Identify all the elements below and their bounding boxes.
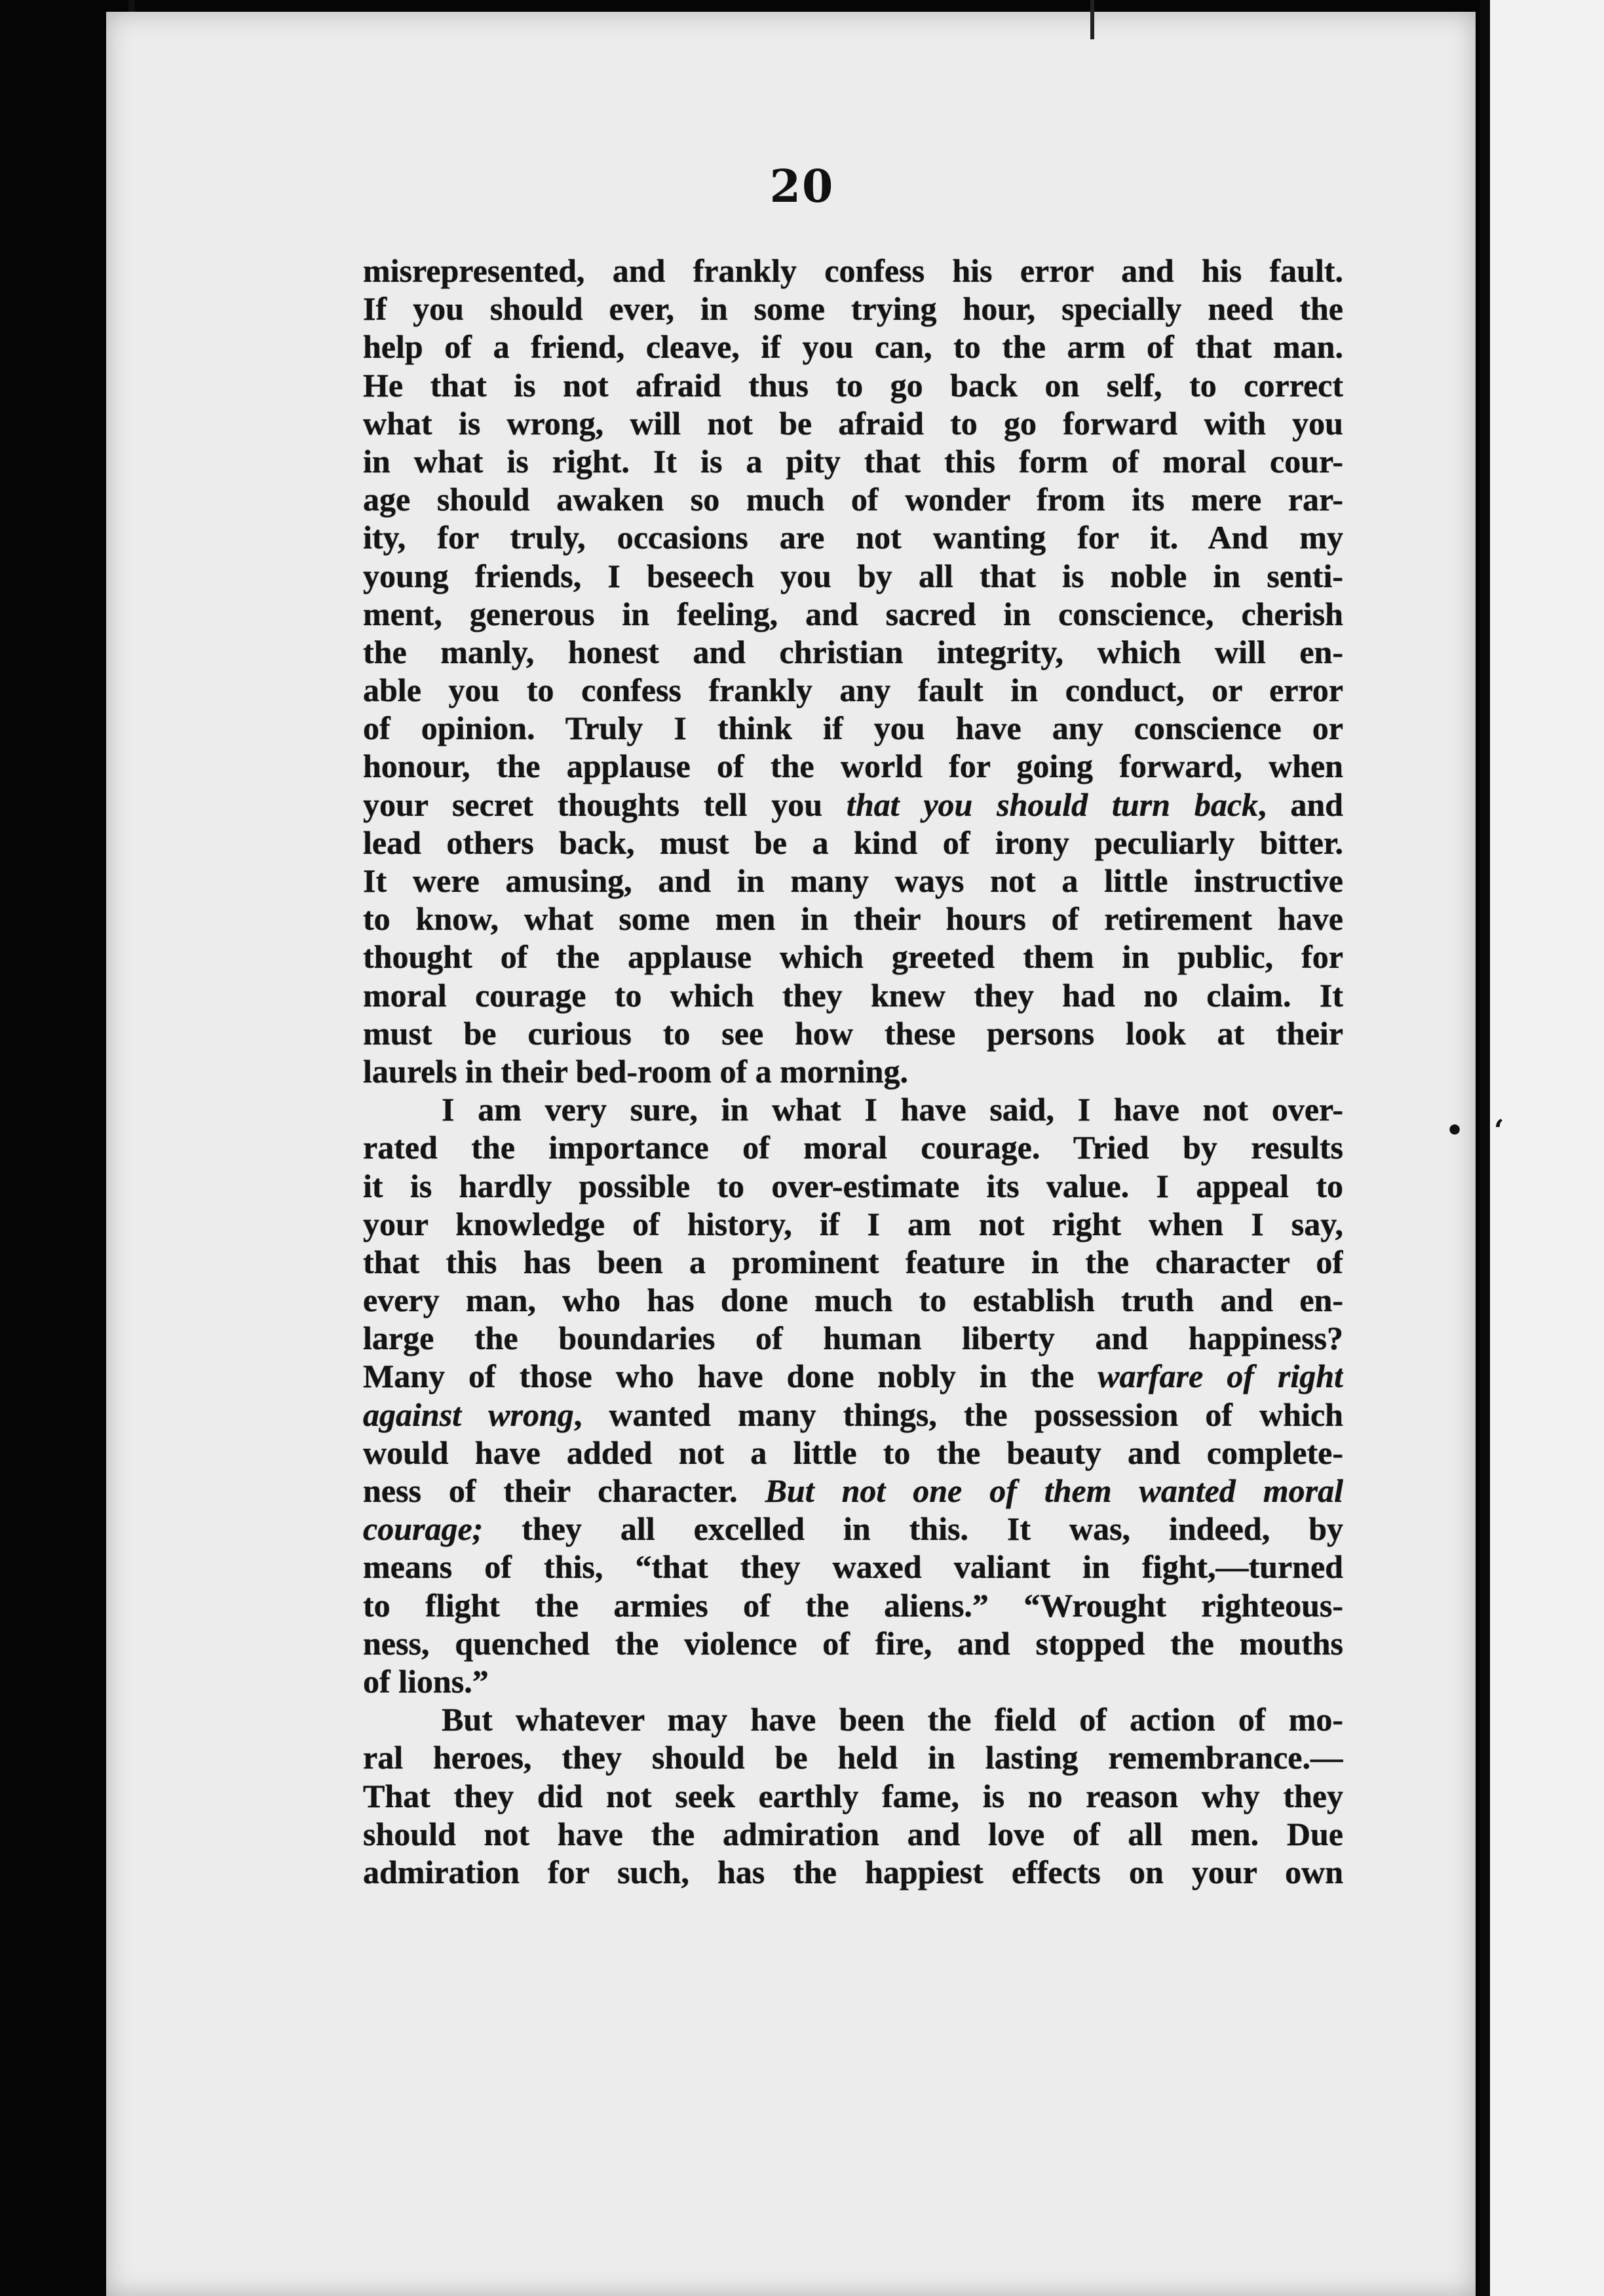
text-segment: ment, generous in feeling, and sacred in conscience, cherish [363, 595, 1343, 632]
text-segment: That they did not seek earthly fame, is no reason why they [363, 1777, 1343, 1814]
text-segment: should not have the admiration and love of all men. Due [363, 1815, 1343, 1852]
margin-mark-dot: • [1445, 1114, 1464, 1147]
text-segment: But whatever may have been the field of action of mo- [442, 1701, 1343, 1738]
text-line [363, 1319, 1343, 1357]
text-line [363, 252, 1343, 290]
text-line [363, 1090, 1343, 1128]
text-segment: of lions.” [363, 1662, 489, 1700]
italic-text-segment: warfare of right [1098, 1358, 1343, 1395]
page-number: 20 [769, 161, 835, 213]
text-segment: to know, what some men in their hours of retirement have [363, 900, 1343, 938]
text-line [363, 1510, 1343, 1548]
text-segment: means of this, “that they waxed valiant in fight,—turned [363, 1548, 1343, 1586]
text-segment: young friends, I beseech you by all that is noble in senti- [363, 557, 1343, 594]
text-segment: admiration for such, has the happiest effects on your own [363, 1853, 1343, 1890]
page-edge-tick [1090, 0, 1094, 39]
text-segment: every man, who has done much to establish truth and en- [363, 1282, 1343, 1319]
text-segment: Many of those who have done nobly in the [363, 1358, 1098, 1395]
text-segment: He that is not afraid thus to go back on self, to correct [363, 366, 1343, 404]
text-segment: age should awaken so much of wonder from its mere rar- [363, 481, 1343, 518]
text-segment: misrepresented, and frankly confess his error and his fault. [363, 252, 1343, 289]
text-line [363, 1128, 1343, 1166]
text-segment: ral heroes, they should be held in lasting remembrance.— [363, 1739, 1343, 1776]
text-line [363, 1738, 1343, 1776]
text-segment: the manly, honest and christian integrity, which will en- [363, 633, 1343, 670]
text-line [363, 1853, 1343, 1891]
text-segment: I am very sure, in what I have said, I have not over- [442, 1091, 1343, 1128]
text-segment: what is wrong, will not be afraid to go forward with you [363, 404, 1343, 442]
text-segment: in what is right. It is a pity that this form of moral cour- [363, 442, 1343, 480]
text-segment: , wanted many things, the possession of which [573, 1396, 1343, 1433]
italic-text-segment: that you should turn back [846, 786, 1259, 823]
text-line [363, 938, 1343, 976]
text-line [363, 824, 1343, 862]
text-line [363, 1472, 1343, 1510]
text-segment: lead others back, must be a kind of irony peculiarly bitter. [363, 824, 1343, 861]
text-segment: able you to confess frankly any fault in conduct, or error [363, 672, 1343, 709]
margin-mark-quote: ‘ [1494, 1114, 1504, 1147]
text-segment: your knowledge of history, if I am not right when I say, [363, 1205, 1343, 1242]
text-line [363, 1014, 1343, 1052]
text-line [363, 1624, 1343, 1662]
body-text [363, 252, 1343, 1891]
text-segment: help of a friend, cleave, if you can, to the arm of that man. [363, 328, 1343, 366]
text-line [363, 1586, 1343, 1624]
text-line [363, 1662, 1343, 1700]
text-line [363, 595, 1343, 633]
text-segment: it is hardly possible to over-estimate its value. I appeal to [363, 1167, 1343, 1204]
text-segment: rated the importance of moral courage. Tried by results [363, 1129, 1343, 1166]
text-segment: ness of their character. [363, 1472, 765, 1509]
text-segment: must be curious to see how these persons look at their [363, 1014, 1343, 1052]
italic-text-segment: courage; [363, 1510, 484, 1548]
text-line [363, 976, 1343, 1014]
text-segment: large the boundaries of human liberty and happiness? [363, 1320, 1343, 1357]
italic-text-segment: But not one of them wanted moral [765, 1472, 1343, 1509]
text-line [363, 328, 1343, 366]
text-segment: thought of the applause which greeted them in public, for [363, 938, 1343, 976]
text-line [363, 480, 1343, 518]
text-segment: your secret thoughts tell you [363, 786, 847, 823]
text-line [363, 747, 1343, 785]
text-segment: of opinion. Truly I think if you have any conscience or [363, 710, 1343, 747]
text-line [363, 518, 1343, 556]
text-segment: moral courage to which they knew they had no claim. It [363, 976, 1343, 1014]
text-line [363, 442, 1343, 480]
text-segment: ness, quenched the violence of fire, and stopped the mouths [363, 1624, 1343, 1662]
text-line [363, 671, 1343, 709]
text-line [363, 1205, 1343, 1243]
text-line [363, 1777, 1343, 1815]
text-line [363, 290, 1343, 328]
text-line [363, 1357, 1343, 1395]
text-line [363, 1815, 1343, 1853]
text-segment: It were amusing, and in many ways not a little instructive [363, 862, 1343, 899]
adjacent-page-margin [1490, 0, 1604, 2296]
page-gutter-edge [1480, 0, 1490, 2296]
text-line [363, 1396, 1343, 1434]
text-line [363, 404, 1343, 442]
text-line [363, 1243, 1343, 1281]
text-line [363, 862, 1343, 900]
text-line [363, 1167, 1343, 1205]
text-line [363, 1281, 1343, 1319]
text-segment: they all excelled in this. It was, indeed, by [483, 1510, 1343, 1548]
text-line [363, 366, 1343, 404]
text-segment: laurels in their bed-room of a morning. [363, 1052, 908, 1090]
text-line [363, 1052, 1343, 1090]
text-segment: If you should ever, in some trying hour, specially need the [363, 290, 1343, 328]
text-segment: to flight the armies of the aliens.” “Wrought righteous- [363, 1586, 1343, 1624]
text-line [363, 557, 1343, 595]
text-line [363, 633, 1343, 671]
italic-text-segment: against wrong [363, 1396, 574, 1433]
text-line [363, 786, 1343, 824]
text-segment: honour, the applause of the world for going forward, when [363, 748, 1343, 785]
text-segment: , and [1258, 786, 1343, 823]
text-line [363, 1434, 1343, 1472]
text-line [363, 900, 1343, 938]
text-line [363, 709, 1343, 747]
text-segment: ity, for truly, occasions are not wanting for it. And my [363, 519, 1343, 556]
text-segment: that this has been a prominent feature in the character of [363, 1243, 1343, 1280]
text-segment: would have added not a little to the beauty and complete- [363, 1434, 1343, 1471]
text-line [363, 1548, 1343, 1586]
text-line [363, 1700, 1343, 1738]
